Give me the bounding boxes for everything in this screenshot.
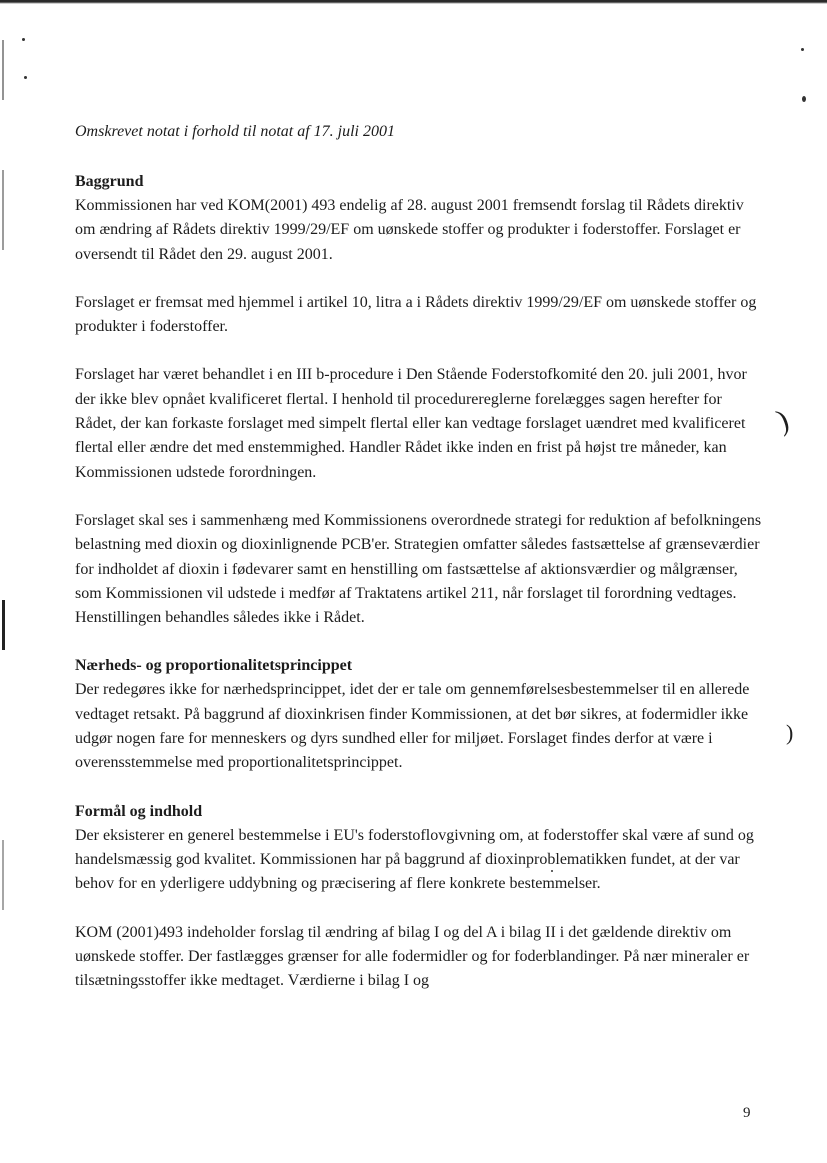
scan-speck [24,76,27,79]
revision-note: Omskrevet notat i forhold til notat af 17. juli 2001 [75,123,395,140]
paragraph: Der redegøres ikke for nærhedsprincippet, idet der er tale om gennemførelsesbestemmelser til en allerede vedtaget retsakt. På baggrund af dioxinkrisen finder Kommissionen, at det bør sikres, at fodermidler ikke udgør nogen fare for menneskers og dyrs sundhed eller for miljøet. Forslaget findes derfor at være i overensstemmelse med proportionalitetsprincippet. [75,681,750,772]
section-heading-formaal: Formål og indhold [75,802,203,820]
scan-margin-mark [2,40,4,100]
scan-speck [22,38,25,41]
page-number: 9 [743,1105,751,1121]
scan-margin-mark [2,840,4,910]
document-body [75,120,765,1017]
section-heading-baggrund: Baggrund [75,173,144,190]
margin-bracket-mark: ) [786,720,794,745]
paragraph: Kommissionen har ved KOM(2001) 493 endelig af 28. august 2001 fremsendt forslag til Rådets direktiv om ændring af Rådets direktiv 1999/29/EF om uønskede stoffer og produkter i foderstoffer. Forslaget er oversendt til Rådet den 29. august 2001. [75,197,744,263]
paragraph: KOM (2001)493 indeholder forslag til ændring af bilag I og del A i bilag II i det gældende direktiv om uønskede stoffer. Der fastlægges grænser for alle fodermidler og for foderblandinger. På nær mineraler er tilsætningsstoffer ikke medtaget. Værdierne i bilag I og [75,923,750,990]
scan-speck [801,48,804,51]
margin-bracket-mark: ) [772,403,794,438]
paragraph: Forslaget skal ses i sammenhæng med Kommissionens overordnede strategi for reduktion af befolkningens belastning med dioxin og dioxinlignende PCB'er. Strategien omfatter således fastsættelse af grænseværdier for indholdet af dioxin i fødevarer samt en henstilling om fastsættelse af aktionsværdier og målgrænser, som Kommissionen vil udstede i medfør af Traktatens artikel 211, når forslaget til forordning vedtages. Henstillingen behandles således ikke i Rådet. [75,511,762,627]
scan-margin-mark [2,170,4,250]
paragraph: Der eksisterer en generel bestemmelse i EU's foderstoflovgivning om, at foderstoffer skal være af sund og handelsmæssig god kvalitet. Kommissionen har på baggrund af dioxinproblematikken fundet, at der var behov for en yderligere uddybning og præcisering af flere konkrete bestemmelser. [75,826,754,893]
scan-margin-mark [2,600,5,650]
scan-speck [802,96,806,102]
scan-top-edge [0,0,827,4]
paragraph: Forslaget er fremsat med hjemmel i artikel 10, litra a i Rådets direktiv 1999/29/EF om uønskede stoffer og produkter i foderstoffer. [75,293,757,336]
section-heading-naerhed: Nærheds- og proportionalitetsprincippet [75,657,353,675]
paragraph: Forslaget har været behandlet i en III b-procedure i Den Stående Foderstofkomité den 20. juli 2001, hvor der ikke blev opnået kvalificeret flertal. I henhold til procedurereglerne forelægges sagen herefter for Rådet, der kan forkaste forslaget med simpelt flertal eller kan vedtage forslaget uændret med kvalificeret flertal eller ændre det med enstemmighed. Handler Rådet ikke inden en frist på højst tre måneder, kan Kommissionen udstede forordningen. [75,366,747,481]
